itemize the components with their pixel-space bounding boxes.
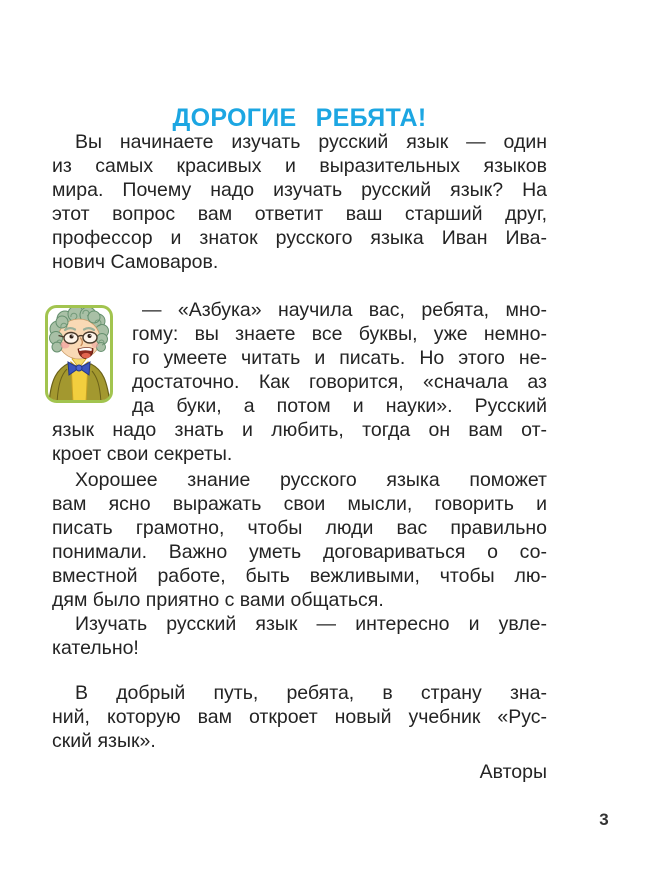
knowledge-paragraph — [52, 468, 547, 612]
text-line: го умеете читать и писать. Но этого не- — [132, 347, 547, 369]
authors-signature: Авторы — [479, 761, 547, 783]
text-line: нович Самоваров. — [52, 251, 219, 273]
text-line: ский язык». — [52, 730, 156, 752]
text-line: Изучать русский язык — интересно и увле- — [75, 613, 547, 635]
page-number: 3 — [599, 810, 609, 829]
text-line: гому: вы знаете все буквы, уже немно- — [132, 323, 547, 345]
professor-portrait-illustration — [45, 305, 113, 403]
text-line: достаточно. Как говорится, «сначала аз — [132, 371, 547, 393]
text-line: понимали. Важно уметь договариваться о со- — [52, 541, 547, 563]
text-line: Хорошее знание русского языка поможет — [75, 469, 547, 491]
farewell-paragraph — [52, 681, 547, 753]
text-line: этот вопрос вам ответит ваш старший друг, — [52, 203, 547, 225]
text-line: кроет свои секреты. — [52, 443, 233, 465]
text-line: мира. Почему надо изучать русский язык? На — [52, 179, 547, 201]
page-body — [52, 130, 547, 784]
text-line: В добрый путь, ребята, в страну зна- — [75, 682, 547, 704]
text-line: писать грамотно, чтобы люди вас правильно — [52, 517, 547, 539]
text-line: — «Азбука» научила вас, ребята, мно- — [142, 299, 547, 321]
intro-paragraph — [52, 130, 547, 274]
page-title: ДОРОГИЕ РЕБЯТА! — [172, 103, 427, 132]
text-line: вместной работе, быть вежливыми, чтобы лю- — [52, 565, 547, 587]
text-line: вам ясно выражать свои мысли, говорить и — [52, 493, 547, 515]
text-line: дям было приятно с вами общаться. — [52, 589, 384, 611]
text-line: из самых красивых и выразительных языков — [52, 155, 547, 177]
text-line: профессор и знаток русского языка Иван Ива- — [52, 227, 547, 249]
interesting-paragraph — [52, 612, 547, 660]
text-line: да буки, а потом и науки». Русский — [132, 395, 547, 417]
text-line: язык надо знать и любить, тогда он вам от- — [52, 419, 547, 441]
text-line: ний, которую вам откроет новый учебник «Рус- — [52, 706, 547, 728]
professor-speech-paragraph — [52, 298, 547, 466]
text-line: кательно! — [52, 637, 139, 659]
text-line: Вы начинаете изучать русский язык — один — [75, 131, 547, 153]
